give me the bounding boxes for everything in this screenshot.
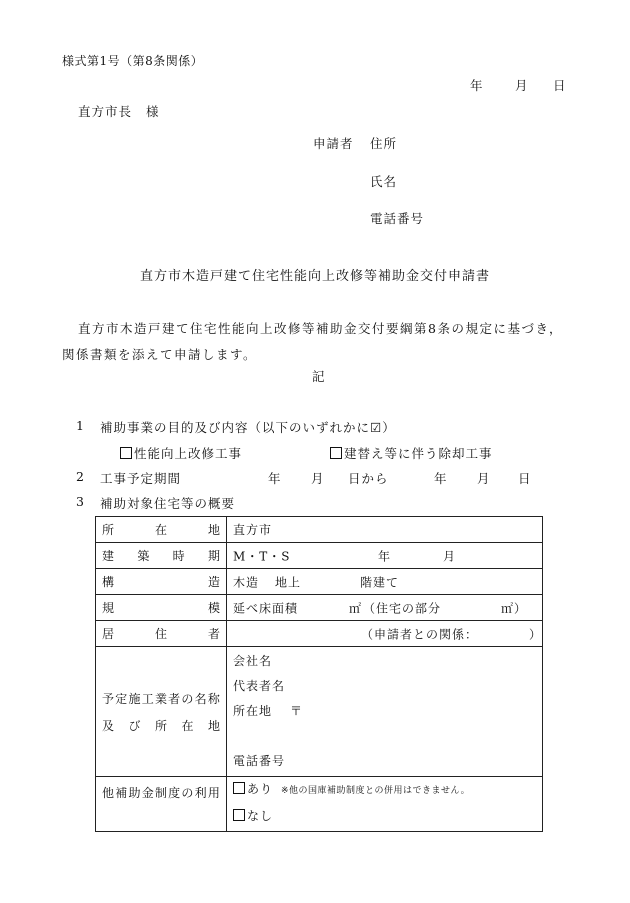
built-month: 月 — [443, 549, 457, 563]
subsidy-yes-label: あり — [247, 782, 274, 796]
label-char: 在 — [154, 523, 167, 537]
label-char: 称 — [207, 691, 220, 706]
contractor-rep: 代表者名 — [233, 679, 286, 693]
label-char: 他 — [102, 786, 115, 800]
structure-wood: 木造 — [233, 575, 260, 589]
contractor-value[interactable] — [227, 647, 543, 777]
row-contractor — [96, 647, 543, 777]
option-renovation-label: 性能向上改修工事 — [134, 446, 243, 461]
label-char: 規 — [102, 601, 115, 615]
checkbox-demolition[interactable] — [330, 447, 342, 459]
resident-label — [96, 621, 227, 647]
period-start-month: 月 — [311, 471, 325, 486]
label-char: 定 — [115, 691, 128, 706]
item-1-label: 補助事業の目的及び内容（以下のいずれかに☑） — [100, 420, 396, 435]
label-char: 地 — [207, 718, 220, 733]
option-renovation[interactable] — [120, 444, 242, 462]
label-char: 住 — [154, 627, 167, 641]
built-value[interactable] — [227, 543, 543, 569]
row-subsidy — [96, 777, 543, 832]
ki-heading: 記 — [312, 369, 326, 384]
structure-above: 地上 — [275, 575, 302, 589]
label-char: 名 — [194, 691, 207, 706]
subsidy-label — [96, 777, 227, 832]
label-char: 期 — [207, 549, 220, 563]
period-start-day: 日から — [348, 471, 389, 486]
checkbox-subsidy-yes[interactable] — [233, 782, 245, 794]
body-text — [62, 316, 563, 368]
body-line-1: 直方市木造戸建て住宅性能向上改修等補助金交付要綱第8条の規定に基づき， — [78, 321, 563, 336]
applicant-address-label: 住所 — [370, 136, 398, 151]
applicant-label: 申請者 — [313, 136, 354, 151]
label-char: 者 — [168, 691, 181, 706]
contractor-label — [96, 647, 227, 777]
property-table — [95, 516, 543, 832]
scale-sqm2: ㎡） — [501, 601, 528, 615]
item-3-label: 補助対象住宅等の概要 — [100, 496, 236, 511]
item-2-label: 工事予定期間 — [100, 471, 182, 486]
subsidy-no[interactable] — [233, 804, 536, 829]
date-year-label: 年 — [470, 78, 484, 93]
subsidy-no-label: なし — [247, 809, 274, 823]
document-title: 直方市木造戸建て住宅性能向上改修等補助金交付申請書 — [139, 269, 490, 284]
resident-relation: （申請者との関係： — [361, 627, 479, 641]
label-char: 度 — [168, 786, 181, 800]
row-built — [96, 543, 543, 569]
addressee-honorific: 様 — [146, 104, 160, 119]
option-demolition-label: 建替え等に伴う除却工事 — [344, 446, 493, 461]
label-char: 在 — [181, 718, 194, 733]
structure-floors: 階建て — [360, 575, 400, 589]
contractor-addr: 所在地 — [233, 704, 273, 718]
item-3-number: 3 — [76, 494, 85, 509]
row-resident — [96, 621, 543, 647]
built-era: M・T・S — [233, 549, 291, 563]
body-line-2: 関係書類を添えて申請します。 — [62, 347, 258, 362]
date-day-label: 日 — [553, 78, 567, 93]
label-char: 時 — [172, 549, 185, 563]
period-end-month: 月 — [477, 471, 491, 486]
form-number: 様式第1号（第8条関係） — [62, 54, 204, 68]
row-scale — [96, 595, 543, 621]
location-value[interactable]: 直方市 — [227, 517, 543, 543]
item-1-number: 1 — [76, 418, 85, 433]
label-char: 築 — [137, 549, 150, 563]
label-char: び — [128, 718, 141, 733]
label-char: 施 — [128, 691, 141, 706]
scale-house-part: （住宅の部分 — [363, 601, 442, 615]
label-char: 者 — [207, 627, 220, 641]
checkbox-subsidy-no[interactable] — [233, 809, 245, 821]
scale-sqm: ㎡ — [349, 601, 363, 615]
scale-label — [96, 595, 227, 621]
scale-value[interactable] — [227, 595, 543, 621]
resident-value[interactable] — [227, 621, 543, 647]
label-char: 居 — [102, 627, 115, 641]
label-char: 構 — [102, 575, 115, 589]
row-location — [96, 517, 543, 543]
applicant-phone-label: 電話番号 — [370, 211, 425, 226]
label-char: 制 — [154, 786, 167, 800]
contractor-phone: 電話番号 — [233, 754, 286, 768]
subsidy-yes[interactable] — [233, 777, 536, 804]
checkbox-renovation[interactable] — [120, 447, 132, 459]
scale-area: 延べ床面積 — [233, 601, 299, 615]
row-structure — [96, 569, 543, 595]
period-end-day: 日 — [518, 471, 532, 486]
label-char: 助 — [128, 786, 141, 800]
subsidy-note: ※他の国庫補助制度との併用はできません。 — [281, 786, 471, 796]
label-char: 業 — [154, 691, 167, 706]
label-char: 地 — [207, 523, 220, 537]
label-char: 建 — [102, 549, 115, 563]
label-char: 予 — [102, 691, 115, 706]
label-char: 模 — [207, 601, 220, 615]
label-char: 利 — [194, 786, 207, 800]
label-char: 用 — [207, 786, 220, 800]
addressee-name: 直方市長 — [78, 104, 133, 119]
option-demolition[interactable] — [330, 444, 493, 462]
resident-close: ） — [529, 627, 543, 641]
label-char: 金 — [141, 786, 154, 800]
item-2-number: 2 — [76, 469, 85, 484]
date-month-label: 月 — [515, 78, 529, 93]
label-char: 所 — [102, 523, 115, 537]
label-char: 造 — [207, 575, 220, 589]
label-char: 工 — [141, 691, 154, 706]
label-char: の — [181, 691, 194, 706]
label-char: 及 — [102, 718, 115, 733]
period-end-year: 年 — [434, 471, 448, 486]
location-label — [96, 517, 227, 543]
applicant-name-label: 氏名 — [370, 174, 398, 189]
label-char: の — [181, 786, 194, 800]
contractor-postal: 〒 — [290, 704, 304, 718]
built-label — [96, 543, 227, 569]
built-year: 年 — [378, 549, 392, 563]
period-start-year: 年 — [268, 471, 282, 486]
structure-label — [96, 569, 227, 595]
subsidy-value — [227, 777, 543, 832]
label-char: 所 — [154, 718, 167, 733]
structure-value[interactable] — [227, 569, 543, 595]
addressee — [78, 102, 160, 120]
contractor-company: 会社名 — [233, 654, 273, 668]
label-char: 補 — [115, 786, 128, 800]
